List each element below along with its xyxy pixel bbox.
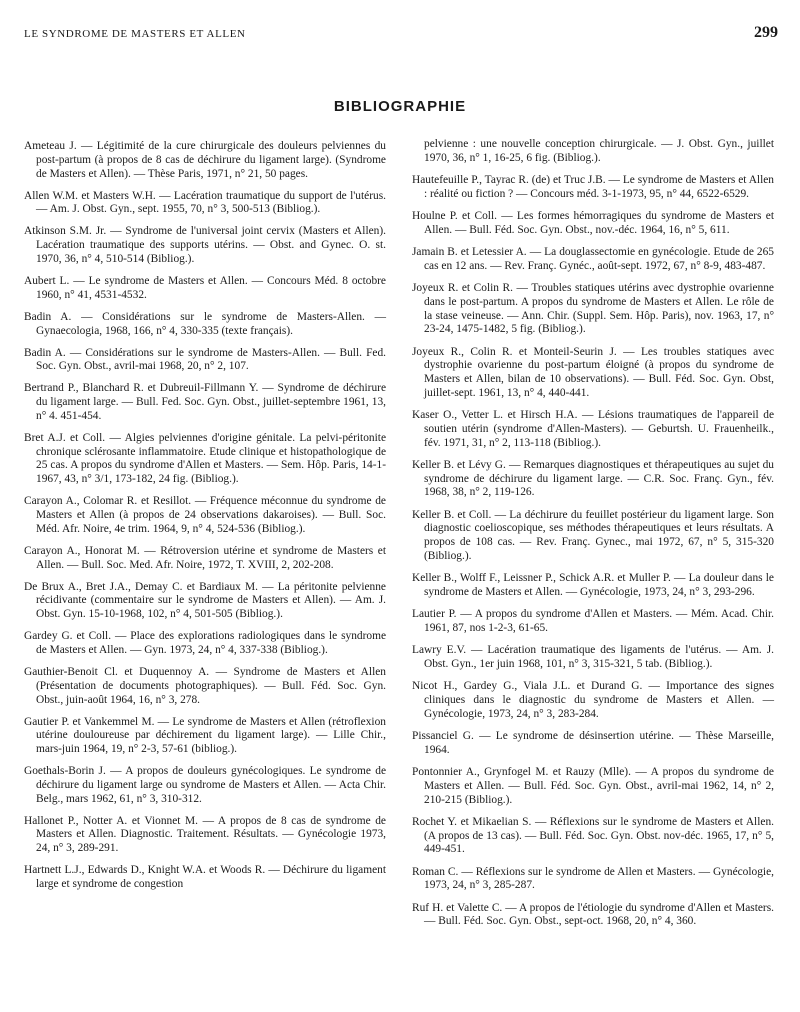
bibliography-entry: Atkinson S.M. Jr. — Syndrome de l'universal joint cervix (Masters et Allen). Lacération traumatique des supports utérins. — Obst. and Gynec. O. st. 1970, 36, n° 4, 510-514 (Bibliog.). (24, 225, 386, 265)
bibliography-column-left (24, 140, 386, 900)
bibliography-entry: Bret A.J. et Coll. — Algies pelviennes d'origine génitale. La pelvi-péritonite chronique sclérosante inflammatoire. Etude clinique et histopathologique de 25 cas. A propos du syndrome d'Allen et Masters. — Sem. Hôp. Paris, 14-1-1967, 43, n° 3/1, 173-182, 24 fig. (Bibliog.). (24, 431, 386, 486)
section-title: BIBLIOGRAPHIE (333, 98, 467, 115)
bibliography-entry: Jamain B. et Letessier A. — La douglassectomie en gynécologie. Etude de 265 cas en 12 ans. — Rev. Franç. Gynéc., août-sept. 1972, 67, n° 8-9, 483-487. (412, 245, 774, 272)
bibliography-entry: Nicot H., Gardey G., Viala J.L. et Durand G. — Importance des signes cliniques dans le diagnostic du syndrome de Masters et Allen. — Gynécologie, 1973, 24, n° 3, 283-284. (412, 680, 774, 720)
bibliography-entry: Hartnett L.J., Edwards D., Knight W.A. et Woods R. — Déchirure du ligament large et syndrome de congestion (24, 864, 386, 891)
bibliography-entry: Ruf H. et Valette C. — A propos de l'étiologie du syndrome d'Allen et Masters. — Bull. Féd. Soc. Gyn. Obst., sept-oct. 1968, 20, n° 4, 360. (412, 901, 774, 928)
bibliography-column-right (412, 138, 774, 937)
bibliography-entry: Ameteau J. — Légitimité de la cure chirurgicale des douleurs pelviennes du post-partum (à propos de 8 cas de déchirure du ligament large). (Syndrome de Masters et Allen). — Thèse Paris, 1971, n° 21, 50 pages. (24, 140, 386, 180)
bibliography-entry: Kaser O., Vetter L. et Hirsch H.A. — Lésions traumatiques de l'appareil de soutien utérin (syndrome d'Allen-Masters). — Geburtsh. U. Frauenheilk., fév. 1971, 31, n° 2, 113-118 (Bibliog.). (412, 409, 774, 449)
bibliography-entry: Keller B. et Lévy G. — Remarques diagnostiques et thérapeutiques au sujet du syndrome de déchirure du ligament large. — C.R. Soc. Franç. Gyn., fév. 1968, 38, n° 2, 119-126. (412, 458, 774, 499)
bibliography-entry: Carayon A., Honorat M. — Rétroversion utérine et syndrome de Masters et Allen. — Bull. Soc. Med. Afr. Noire, 1972, T. XVIII, 2, 202-208. (24, 544, 386, 571)
bibliography-entry: Joyeux R., Colin R. et Monteil-Seurin J. — Les troubles statiques avec dystrophie ovarienne du post-partum éloigné (à propos du syndrome de Masters et Allen, bilan de 10 observations). — Bull. Féd. Soc. Gyn. Obst, juillet-sept. 1961, 13, n° 4, 440-441. (412, 345, 774, 399)
bibliography-entry: Allen W.M. et Masters W.H. — Lacération traumatique du support de l'utérus. — Am. J. Obst. Gyn., sept. 1955, 70, n° 3, 500-513 (Bibliog.). (24, 189, 386, 216)
bibliography-entry: Gardey G. et Coll. — Place des explorations radiologiques dans le syndrome de Masters et Allen. — Gyn. 1973, 24, n° 4, 337-338 (Bibliog.). (24, 630, 386, 656)
bibliography-entry: Goethals-Borin J. — A propos de douleurs gynécologiques. Le syndrome de déchirure du ligament large ou syndrome de Masters et Allen. — Acta Chir. Belg., mars 1962, 61, n° 3, 310-312. (24, 765, 386, 805)
bibliography-entry: Pissanciel G. — Le syndrome de désinsertion utérine. — Thèse Marseille, 1964. (412, 729, 774, 756)
bibliography-entry: Bertrand P., Blanchard R. et Dubreuil-Fillmann Y. — Syndrome de déchirure du ligament large. — Bull. Fed. Soc. Gyn. Obst., juillet-septembre 1961, 13, n° 4. 451-454. (24, 382, 386, 422)
bibliography-entry: Badin A. — Considérations sur le syndrome de Masters-Allen. — Gynaecologia, 1968, 166, n° 4, 330-335 (texte français). (24, 310, 386, 337)
page-number: 299 (754, 24, 778, 41)
bibliography-entry: Lautier P. — A propos du syndrome d'Allen et Masters. — Mém. Acad. Chir. 1961, 87, nos 1-2-3, 61-65. (412, 608, 774, 635)
bibliography-entry: Roman C. — Réflexions sur le syndrome de Allen et Masters. — Gynécologie, 1973, 24, n° 3, 285-287. (412, 865, 774, 892)
bibliography-entry: Hautefeuille P., Tayrac R. (de) et Truc J.B. — Le syndrome de Masters et Allen : réalité ou fiction ? — Concours méd. 3-1-1973, 95, n° 44, 6522-6529. (412, 173, 774, 200)
bibliography-entry: Aubert L. — Le syndrome de Masters et Allen. — Concours Méd. 8 octobre 1960, n° 41, 4531-4532. (24, 274, 386, 301)
bibliography-entry: Rochet Y. et Mikaelian S. — Réflexions sur le syndrome de Masters et Allen. (A propos de 13 cas). — Bull. Féd. Soc. Gyn. Obst. nov-déc. 1965, 17, n° 5, 449-451. (412, 815, 774, 856)
bibliography-entry: Houlne P. et Coll. — Les formes hémorragiques du syndrome de Masters et Allen. — Bull. Féd. Soc. Gyn. Obst., nov.-déc. 1964, 16, n° 5, 611. (412, 209, 774, 236)
bibliography-entry: Keller B. et Coll. — La déchirure du feuillet postérieur du ligament large. Son diagnostic coelioscopique, ses méthodes thérapeutiques et leurs résultats. A propos de 108 cas. — Rev. Franç. Gynec., mai 1972, 67, n° 5, 315-320 (Bibliog.). (412, 508, 774, 563)
bibliography-entry: Joyeux R. et Colin R. — Troubles statiques utérins avec dystrophie ovarienne dans le post-partum. A propos du syndrome de Masters et Allen. Le rôle de la stase veineuse. — Ann. Chir. (Suppl. Sem. Hôp. Paris), nov. 1963, 17, n° 23-24, 1475-1482, 5 fig. (Bibliog.). (412, 281, 774, 336)
bibliography-entry: Hallonet P., Notter A. et Vionnet M. — A propos de 8 cas de syndrome de Masters et Allen. Diagnostic. Traitement. Résultats. — Gynécologie 1973, 24, n° 3, 289-291. (24, 814, 386, 855)
bibliography-entry: Gautier P. et Vankemmel M. — Le syndrome de Masters et Allen (rétroflexion utérine douloureuse par déchirement du ligament large). — Lille Chir., mars-juin 1964, 19, n° 2-3, 57-61 (bibliog.). (24, 715, 386, 756)
bibliography-entry: De Brux A., Bret J.A., Demay C. et Bardiaux M. — La péritonite pelvienne récidivante (commentaire sur le syndrome de Masters et Allen). — Am. J. Obst. Gyn. 15-10-1968, 102, n° 4, 501-505 (Bibliog.). (24, 580, 386, 621)
running-head: LE SYNDROME DE MASTERS ET ALLEN (24, 28, 246, 40)
bibliography-entry: Badin A. — Considérations sur le syndrome de Masters-Allen. — Bull. Fed. Soc. Gyn. Obst., avril-mai 1968, 20, n° 2, 107. (24, 346, 386, 373)
bibliography-entry: Lawry E.V. — Lacération traumatique des ligaments de l'utérus. — Am. J. Obst. Gyn., 1er juin 1968, 101, n° 3, 315-321, 5 tab. (Bibliog.). (412, 644, 774, 670)
bibliography-entry: Gauthier-Benoit Cl. et Duquennoy A. — Syndrome de Masters et Allen (Présentation de documents photographiques). — Bull. Féd. Soc. Gyn. Obst., juin-août 1964, 16, n° 3, 278. (24, 665, 386, 706)
bibliography-entry: Carayon A., Colomar R. et Resillot. — Fréquence méconnue du syndrome de Masters et Allen (à propos de 24 observations dakaroises). — Bull. Soc. Méd. Afr. Noire, 4e trim. 1964, 9, n° 4, 524-536 (Bibliog.). (24, 495, 386, 535)
bibliography-entry: Keller B., Wolff F., Leissner P., Schick A.R. et Muller P. — La douleur dans le syndrome de Masters et Allen. — Gynécologie, 1973, 24, n° 3, 293-296. (412, 572, 774, 599)
bibliography-entry: pelvienne : une nouvelle conception chirurgicale. — J. Obst. Gyn., juillet 1970, 36, n° 1, 16-25, 6 fig. (Bibliog.). (424, 138, 774, 164)
bibliography-entry: Pontonnier A., Grynfogel M. et Rauzy (Mlle). — A propos du syndrome de Masters et Allen. — Bull. Féd. Soc. Gyn. Obst., avril-mai 1962, 14, n° 2, 210-215 (Bibliog.). (412, 765, 774, 806)
